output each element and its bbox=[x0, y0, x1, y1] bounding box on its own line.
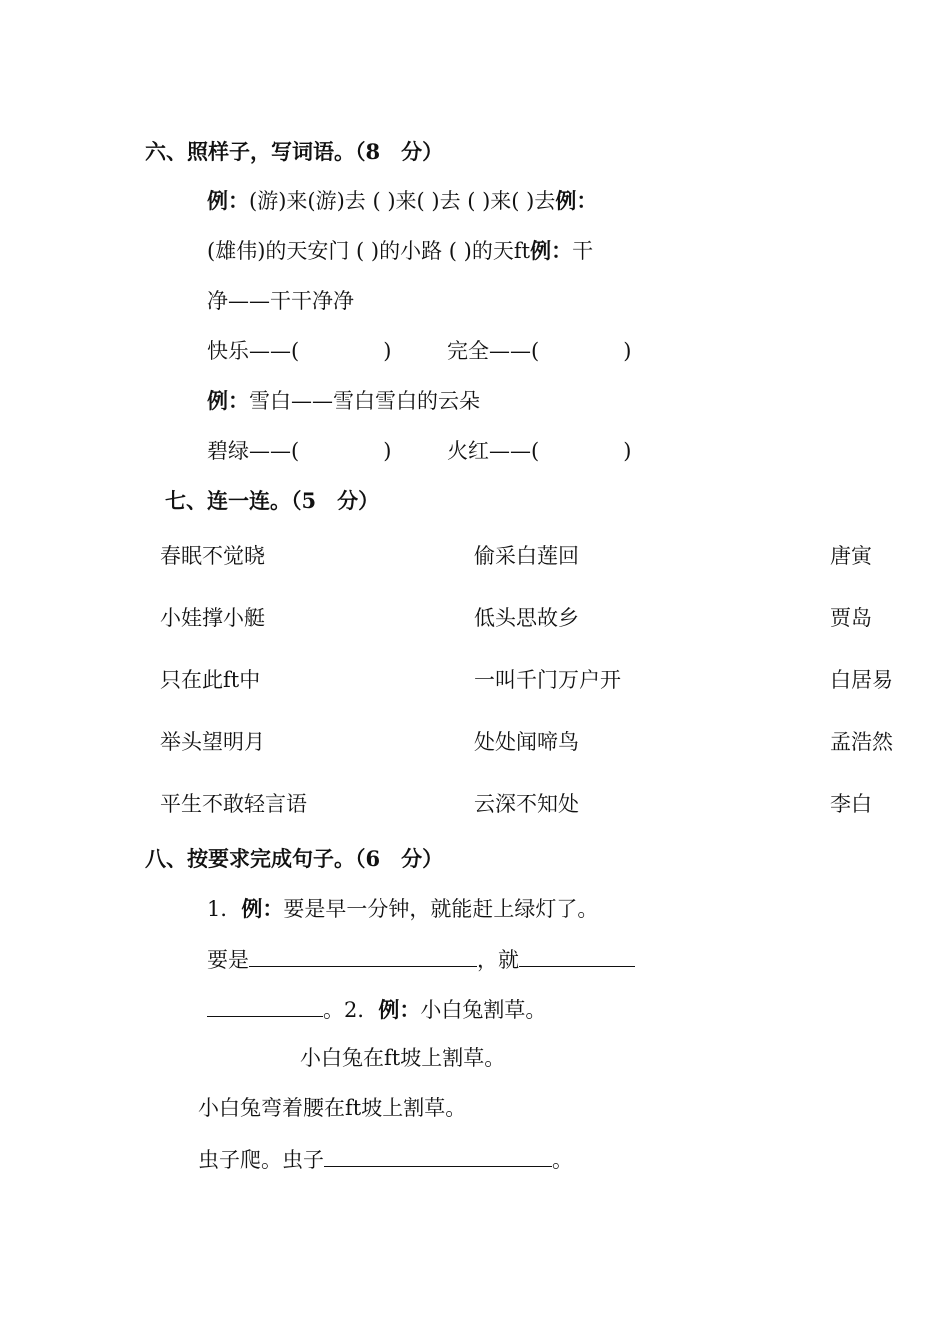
poet-name: 唐寅 bbox=[830, 544, 872, 568]
poet-name: 孟浩然 bbox=[830, 730, 893, 754]
answer-huohong: 火红——( ) bbox=[447, 439, 632, 463]
example-text: 要是早一分钟，就能赶上绿灯了。 bbox=[283, 897, 599, 921]
poet-name: 李白 bbox=[830, 792, 872, 816]
prompt-text: ，就 bbox=[477, 948, 519, 972]
example-label: 例： bbox=[207, 388, 249, 413]
section8-heading: 八、按要求完成句子。（6 分） bbox=[145, 846, 444, 871]
answer-blank[interactable] bbox=[324, 1144, 552, 1167]
example-label: 例： bbox=[555, 188, 598, 213]
poem-line: 小娃撑小艇 bbox=[160, 606, 265, 630]
poet-name: 白居易 bbox=[830, 668, 893, 692]
example-text: (游)来(游)去 ( )来( )去 ( )来( )去 bbox=[249, 189, 556, 213]
question-1 bbox=[207, 894, 598, 924]
example-text: 雪白——雪白雪白的云朵 bbox=[249, 389, 480, 413]
example-text: (雄伟)的天安门 ( )的小路 ( )的天ft bbox=[207, 239, 531, 263]
section7-heading: 七、连一连。（5 分） bbox=[165, 488, 380, 513]
poem-line-match: 低头思故乡 bbox=[474, 606, 579, 630]
poem-line-match: 偷采白莲回 bbox=[474, 544, 579, 568]
answer-blank[interactable] bbox=[249, 944, 477, 967]
example-line: 小白兔弯着腰在ft坡上割草。 bbox=[198, 1096, 467, 1120]
question-1-answer bbox=[207, 944, 635, 975]
poem-line: 只在此ft中 bbox=[160, 668, 261, 692]
answer-kuaile: 快乐——( ) bbox=[207, 339, 392, 363]
prompt-text: 。 bbox=[552, 1148, 573, 1172]
prompt-text: 要是 bbox=[207, 948, 249, 972]
example-label: 例： bbox=[530, 238, 573, 263]
example-line-2 bbox=[207, 236, 593, 266]
example-label: 例： bbox=[207, 188, 249, 213]
poem-line: 平生不敢轻言语 bbox=[160, 792, 307, 816]
question-1-answer-cont bbox=[207, 994, 546, 1025]
poem-line-match: 云深不知处 bbox=[474, 792, 579, 816]
example-text: 小白兔割草。 bbox=[420, 998, 547, 1022]
answer-blank[interactable] bbox=[207, 994, 323, 1017]
question-2-answer bbox=[198, 1144, 573, 1175]
example-label: 例： bbox=[241, 896, 284, 921]
example-text: 干 bbox=[572, 239, 594, 263]
example-line: 小白兔在ft坡上割草。 bbox=[300, 1046, 506, 1070]
answer-wanquan: 完全——( ) bbox=[447, 339, 632, 363]
section6-heading: 六、照样子，写词语。（8 分） bbox=[145, 139, 444, 164]
poem-line-match: 一叫千门万户开 bbox=[474, 668, 621, 692]
answer-blank[interactable] bbox=[519, 944, 635, 967]
prompt-text: 。2． bbox=[323, 998, 379, 1022]
answer-bilv: 碧绿——( ) bbox=[207, 439, 392, 463]
poem-line-match: 处处闻啼鸟 bbox=[474, 730, 579, 754]
example-label: 例： bbox=[378, 997, 421, 1022]
question-number: 1． bbox=[207, 897, 242, 921]
poem-line: 举头望明月 bbox=[160, 730, 265, 754]
poet-name: 贾岛 bbox=[830, 606, 872, 630]
example-line-3: 净——干干净净 bbox=[207, 289, 354, 313]
prompt-text: 虫子爬。虫子 bbox=[198, 1148, 324, 1172]
example-line-1 bbox=[207, 186, 597, 216]
poem-line: 春眠不觉晓 bbox=[160, 544, 265, 568]
example-line-4 bbox=[207, 386, 480, 416]
